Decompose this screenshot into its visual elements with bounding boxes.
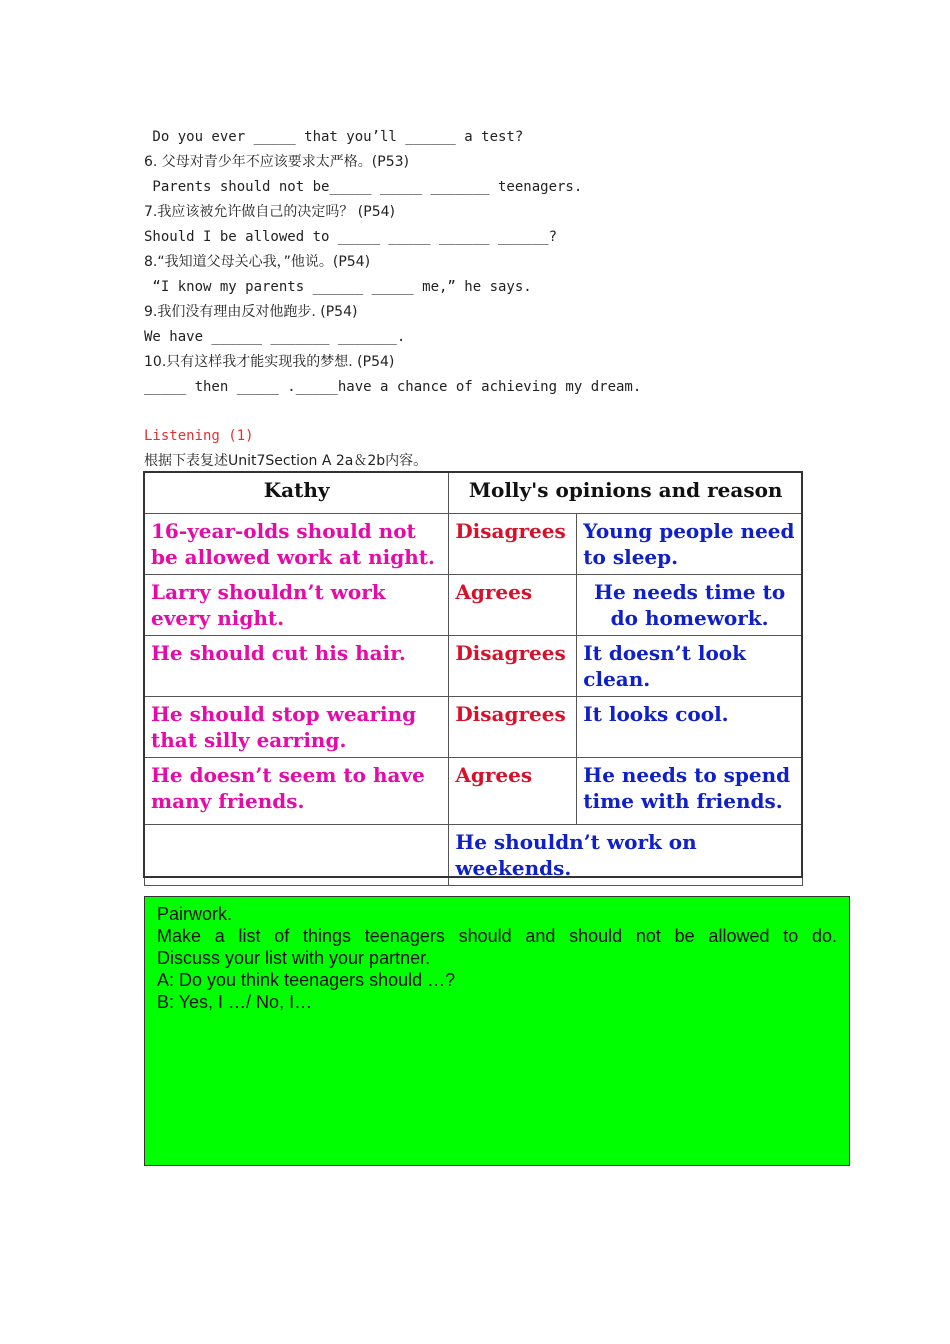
opinion-cell: Disagrees [449, 636, 577, 697]
pairwork-line: Make a list of things teenagers should and should not be allowed to do. [157, 926, 837, 946]
last-reason-cell: He shouldn’t work on weekends. [449, 825, 803, 886]
table-row [145, 697, 803, 758]
exercise-line: 6. 父母对青少年不应该要求太严格。(P53) [144, 154, 409, 170]
kathy-cell: Larry shouldn’t work every night. [145, 575, 449, 636]
table-row [145, 575, 803, 636]
opinion-cell: Agrees [449, 758, 577, 825]
exercise-line: Should I be allowed to _____ _____ ______ ______? [144, 229, 558, 245]
reason-cell: He needs time to do homework. [577, 575, 803, 636]
kathy-cell: He doesn’t seem to have many friends. [145, 758, 449, 825]
exercise-line: 10.只有这样我才能实现我的梦想. (P54) [144, 354, 395, 370]
exercise-line: Parents should not be_____ _____ _______ teenagers. [144, 179, 583, 195]
pairwork-line: Discuss your list with your partner. [157, 948, 431, 968]
exercise-line: 7.我应该被允许做自己的决定吗？ (P54) [144, 204, 395, 220]
table-instruction: 根据下表复述Unit7Section A 2a＆2b内容。 [144, 453, 428, 469]
exercise-line: We have ______ _______ _______. [144, 329, 406, 345]
opinion-table [144, 472, 803, 886]
opinion-cell: Agrees [449, 575, 577, 636]
listening-title: Listening (1) [144, 428, 254, 444]
reason-cell: It looks cool. [577, 697, 803, 758]
table-row [145, 825, 803, 886]
table-row [145, 636, 803, 697]
reason-cell: It doesn’t look clean. [577, 636, 803, 697]
kathy-cell: He should stop wearing that silly earring. [145, 697, 449, 758]
table-row [145, 758, 803, 825]
table-header-row [145, 473, 803, 514]
exercise-line: 9.我们没有理由反对他跑步. (P54) [144, 304, 358, 320]
pairwork-line: A: Do you think teenagers should …? [157, 970, 456, 990]
empty-cell [145, 825, 449, 886]
exercise-line: “I know my parents ______ _____ me,” he says. [144, 279, 532, 295]
kathy-cell: 16-year-olds should not be allowed work at night. [145, 514, 449, 575]
header-molly: Molly's opinions and reason [449, 473, 803, 514]
table-row [145, 514, 803, 575]
reason-cell: Young people need to sleep. [577, 514, 803, 575]
exercise-line: 8.“我知道父母关心我，”他说。(P54) [144, 254, 371, 270]
kathy-cell: He should cut his hair. [145, 636, 449, 697]
header-kathy: Kathy [145, 473, 449, 514]
exercise-line: Do you ever _____ that you’ll ______ a test? [144, 129, 524, 145]
pairwork-line: B: Yes, I …/ No, I… [157, 992, 313, 1012]
reason-cell: He needs to spend time with friends. [577, 758, 803, 825]
exercise-line: _____ then _____ ._____have a chance of achieving my dream. [144, 379, 642, 395]
opinion-cell: Disagrees [449, 514, 577, 575]
pairwork-title: Pairwork. [157, 904, 233, 924]
opinion-cell: Disagrees [449, 697, 577, 758]
pairwork-box [144, 896, 850, 1166]
